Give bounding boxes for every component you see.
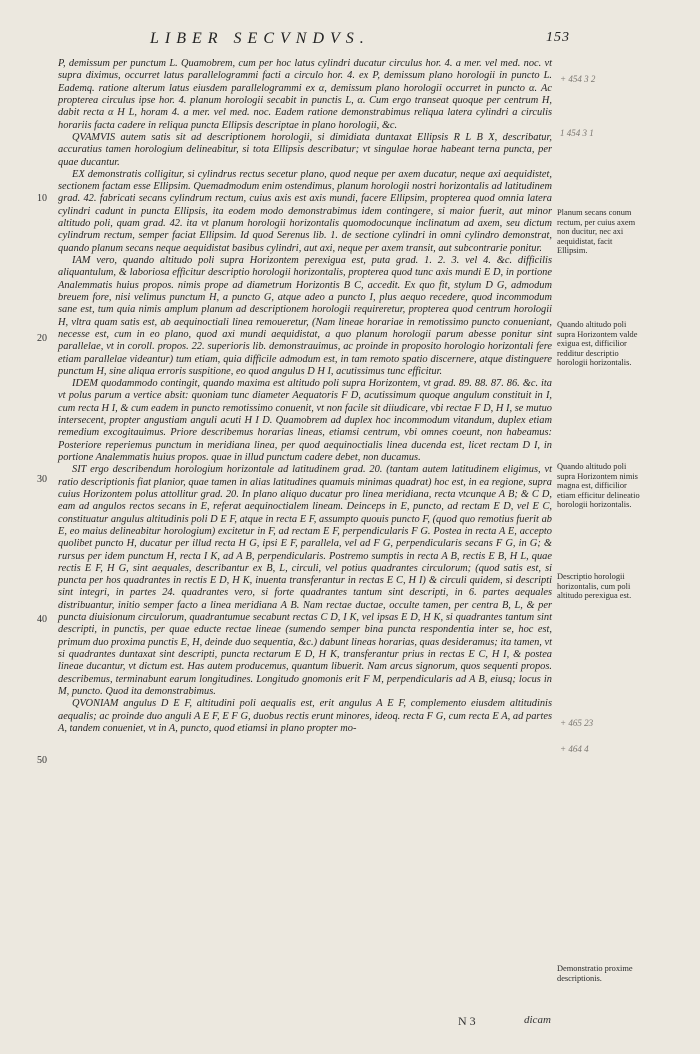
- paragraph: QVONIAM angulus D E F, altitudini poli aequalis est, erit angulus A E F, complemento eiusdem altitudinis aequalis; ac proinde duo anguli A E F, E F G, duobus rectis erunt minores, ideoq. recta F G, cum recta E A, ad partes A, tandem conueniet, vt in A, puncto, quod etiamsi in plano propter mo-: [58, 698, 552, 734]
- catchword: dicam: [524, 1014, 551, 1026]
- pencil-annotation: + 464 4: [560, 744, 589, 754]
- margin-note: Quando altitudo poli supra Horizontem valde exigua est, difficilior redditur descriptio horologii horizontalis.: [557, 320, 638, 368]
- margin-note: Demonstratio proxime descriptionis.: [557, 964, 633, 983]
- signature-mark: N 3: [458, 1014, 476, 1028]
- paragraph: IDEM quodammodo contingit, quando maxima est altitudo poli supra Horizontem, vt grad. 89. 88. 87. 86. &c. ita vt polus parum a vertice absit: quoniam tunc diameter Aequatoris F D, acutissimum quoque angulum constituit in I, cum recta H I, & cum eadem in puncto remotissimo conuenit, vt non facile sit diiudicare, vbi rectae F D, H I, se mutuo intersecent, propter angustiam anguli acuti H I D. Quamobrem ad duplex hoc incommodum vitandum, duplex etiam remedium excogitauimus. Priore describemus horarias lineas, etiamsi centrum, vbi omnes coeunt, non habeamus: Posteriore reperiemus punctum in meridiana linea, per quod aequinoctialis linea ducenda est, licet rectam D I, in portione Analemmatis huius propos. quae in illud punctum cadere debet, non ducamus.: [58, 378, 552, 463]
- paragraph: P, demissum per punctum L. Quamobrem, cum per hoc latus cylindri ducatur circulus hor. 4. a mer. vel med. noc. vt supra diximus, occurret latus parallelogrammi facti a circulo hor. 4. ex P, demissum plano horologii in puncto L. Eademq. ratione alterum latus eiusdem parallelogrammi ex α, demissum plano horologii occurret in puncto α. Ac propterea circulus ipse hor. 4. planum horologii secabit in punctis L, α. Cum ergo transeat quoque per centrum H, dabit recta α H L, horam 4. a mer. vel med. noc. Eadem ratione demonstrabimus reliqua latera cylindri a circulis horariis facta cadere in reliqua puncta Ellipsis descriptae in plano horologii, &c.: [58, 58, 552, 131]
- line-number: 50: [37, 755, 47, 766]
- page-number: 153: [546, 30, 570, 45]
- pencil-annotation: + 465 23: [560, 718, 594, 728]
- running-title: LIBER SECVNDVS.: [150, 30, 370, 47]
- paragraph: SIT ergo describendum horologium horizontale ad latitudinem grad. 20. (tantam autem latitudinem eligimus, vt ratio descriptionis fiat planior, quae tamen in alias latitudines quamuis minimas quadrat) hoc est, in ea regione, supra cuius Horizontem polus attollitur grad. 20. In plano aliquo ducatur pro linea meridiana, recta vtcunque A B; & C D, eam ad angulos rectos secans in E, referat aequinoctialem lineam. Deinceps in E, puncto, ad rectam E D, vel E C, constituatur angulus altitudinis poli D E F, atque in recta E F, assumpto quouis puncto F, (quod quo remotius fuerit ab E, eo maius delineabitur horologium) excitetur in F, ad rectam E F, perpendicularis F G. Postea in recta A E, accepto quolibet puncto H, ducatur per illud recta H G, ipsi E F, parallela, vel ad F G, perpendicularis secans F G, in G; & rursus per idem punctum H, recta I K, ad A B, perpendicularis. Postremo sumptis in recta A B, rectis E B, H L, quae rectis E F, H G, sint aequales, describantur ex B, L, circuli, vel potius quadrantes circulorum; (quod satis est, si puncta per hos quadrantes in rectis E D, H K, inuenta transferantur in rectas E C, H I) & circuli quidem, si descripti sint integri, in partes 24. quadrantes vero, si forte quadrantes tantum sint descripti, in 6. partes aequales distribuantur, initio semper facto a linea meridiana A B. Nam rectae ductae, occulte tamen, per centra B, L, & per puncta diuisionum circulorum, quadrantumue secabunt rectas C D, I K, vel ipsas E D, H K, si quadrantes tantum sint descripti, in punctis, per quae educte rectae lineae (sumendo semper bina puncta respondentia inter se, hoc est, primum duo proxima punctis E, H, deinde duo sequentia, &c.) dabunt lineas horarias, quas desideramus; ita tamen, vt si quadrantes duntaxat sint descripti, puncta rectarum E D, H K, transferantur prius in rectas E C, H I, & postea lineae ducantur, vt dictum est. Has autem producemus, quantum libuerit. Nam arcus signorum, quos sequenti propos. describemus, terminabunt earum longitudines. Longitudo gnomonis erit F M, perpendicularis ad A B, eiusq; locus in M, puncto. Quod ita demonstrabimus.: [58, 464, 552, 697]
- line-number: 20: [37, 333, 47, 344]
- line-number: 30: [37, 474, 47, 485]
- main-text: [58, 58, 552, 735]
- line-number: 10: [37, 193, 47, 204]
- margin-note: Quando altitudo poli supra Horizontem nimis magna est, difficilior etiam efficitur delineatio horologii horizontalis.: [557, 462, 640, 510]
- margin-note: Planum secans conum rectum, per cuius axem non ducitur, nec axi aequidistat, facit Ellipsim.: [557, 208, 636, 256]
- margin-note: Descriptio horologii horizontalis, cum poli altitudo perexigua est.: [557, 572, 632, 601]
- pencil-annotation: 1 454 3 1: [560, 128, 594, 138]
- pencil-annotation: + 454 3 2: [560, 74, 596, 84]
- paragraph: QVAMVIS autem satis sit ad descriptionem horologii, si dimidiata duntaxat Ellipsis R L B X, describatur, accuratius tamen horologium delineabitur, si tota Ellipsis describatur; vt singulae horae habeant terna puncta, per quae ducantur.: [58, 131, 552, 168]
- paragraph: EX demonstratis colligitur, si cylindrus rectus secetur plano, quod neque per axem ducatur, neque axi aequidistet, sectionem factam esse Ellipsim. Quemadmodum enim ostendimus, planum horologii nostri horizontalis ad latitudinem grad. 42. fabricati secans cylindrum rectum, cuius axis est axis mundi, facere Ellipsim, propterea quod omnia latera cylindri cadunt in puncta Ellipsis, ita eodem modo demonstrabimus idem contingere, si maior fuerit, aut minor altitudo poli, quam grad. 42. ita vt planum horologii horizontalis quomodocunque inclinatum ad axem, seu dictum cylindrum rectum, semper faciat Ellipsim. Id quod Serenus lib. 1. de sectione cylindri in omni cylindro demonstrat, quando planum secans neque aequidistat basibus cylindri, aut axi, neque per axem transit, aut subcontrarie ponitur.: [58, 168, 552, 254]
- line-number: 40: [37, 614, 47, 625]
- running-header: [150, 30, 570, 56]
- paragraph: IAM vero, quando altitudo poli supra Horizontem perexigua est, puta grad. 1. 2. 3. vel 4. &c. difficilis aliquantulum, & laboriosa efficitur descriptio horologii horizontalis, propterea quod tunc axis mundi E D, in portione Analemmatis huius propos. nimis prope ad diametrum Horizontis B C, accedit. Ex quo fit, stylum D G, admodum breuem fore, nisi velimus punctum H, a puncto G, atque adeo a puncto I, plus aequo recedere, quod incommodum sane est, tum quia nimis amplum planum ad descriptionem horologii requireretur, propterea quod centrum horologii H, vltra quam satis est, ab aequinoctiali linea remoueretur, (Nam lineae horariae in remotissimo puncto conueniant, necesse est, cum in eo plano, quod axi mundi aequidistat, a quo planum horologii parum abesse ponitur sint parallelae, vt in coroll. propos. 22. superioris lib. demonstrauimus, ac proinde in proposito horologio horizontali fere etiam parallelae videantur) tum etiam, quia difficile admodum est, in tam remoto spatio discernere, atque distinguere punctum H, sine aliqua erroris suspitione, eo quod angulus D H I, acutissimus tunc efficitur.: [58, 255, 552, 377]
